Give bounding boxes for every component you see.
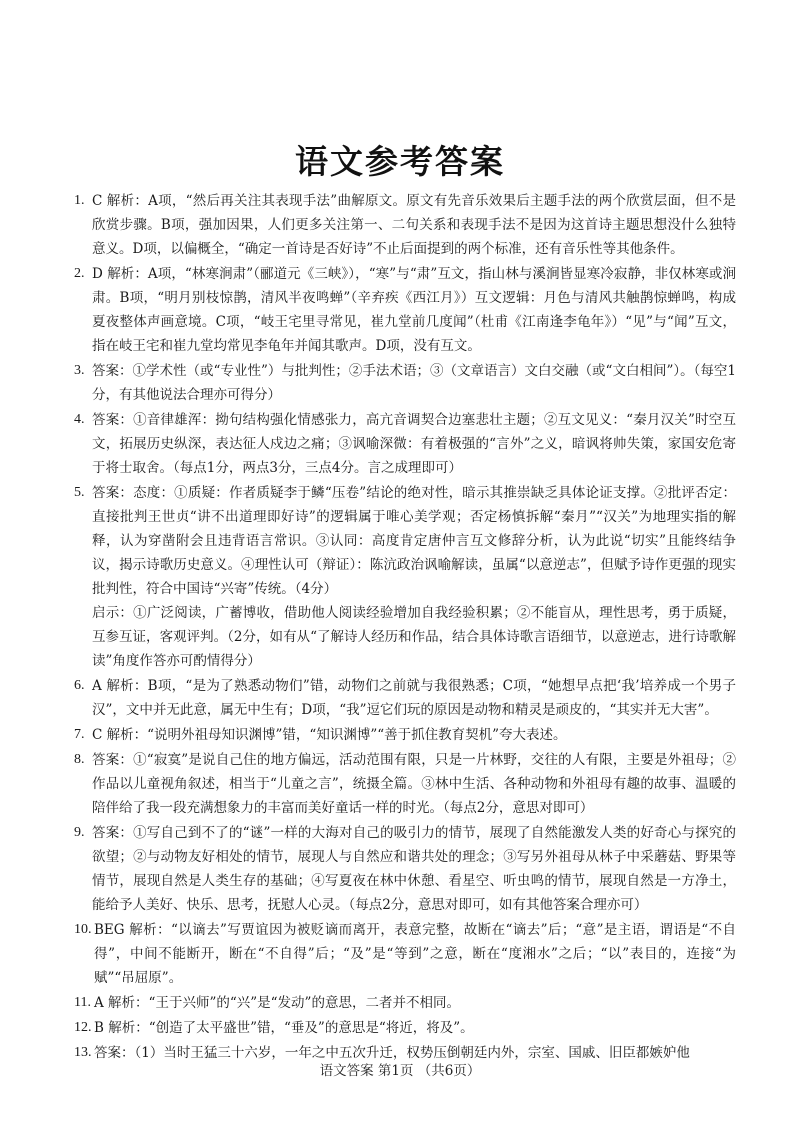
item-number: 11. — [74, 995, 91, 1010]
item-number: 3. — [74, 363, 85, 378]
item-number: 6. — [74, 678, 85, 693]
answer-item-12 — [74, 1016, 736, 1040]
item-text: C 解析：A项，“然后再关注其表现手法”曲解原文。原文有先音乐效果后主题手法的两个欣赏层面，但不是欣赏步骤。B项，强加因果，人们更多关注第一、二句关系和表现手法不是因为这首诗主题思想没什么独特意义。D项，以偏概全，“确定一首诗是否好诗”不止后面提到的两个标准，还有音乐性等其他条件。 — [92, 193, 736, 257]
item-number: 9. — [74, 825, 85, 840]
item-text: 答案：①“寂寞”是说自己住的地方偏远，活动范围有限，只是一片林野，交往的人有限，主要是外祖母；②作品以儿童视角叙述，相当于“儿童之言”，统摄全篇。③林中生活、各种动物和外祖母有趣的故事、温暖的陪伴给了我一段充满想象力的丰富而美好童话一样的时光。（每点2分，意思对即可） — [92, 752, 736, 816]
item-text: BEG 解析：“以谪去”写贾谊因为被贬谪而离开，表意完整，故断在“谪去”后；“意”是主语，谓语是“不自得”，中间不能断开，断在“不自得”后；“及”是“等到”之意，断在“度湘水”之后；“以”表目的，连接“为赋”“吊屈原”。 — [94, 922, 736, 986]
item-text: A 解析：“王于兴师”的“兴”是“发动”的意思，二者并不相同。 — [94, 995, 460, 1011]
item-number: 2. — [74, 266, 85, 281]
answer-item-11 — [74, 991, 736, 1015]
item-text: B 解析：“创造了太平盛世”错，“垂及”的意思是“将近，将及”。 — [94, 1020, 474, 1036]
item-number: 8. — [74, 752, 85, 767]
answer-item-2 — [74, 262, 736, 358]
item-text: 答案：①写自己到不了的“谜”一样的大海对自己的吸引力的情节，展现了自然能激发人类的好奇心与探究的欲望；②与动物友好相处的情节，展现人与自然应和谐共处的理念；③写另外祖母从林子中采蘑菇、野果等情节，展现自然是人类生存的基础；④写夏夜在林中休憩、看星空、听虫鸣的情节，展现自然是一方净土，能给予人美好、快乐、思考，抚慰人心灵。（每点2分，意思对即可，如有其他答案合理亦可） — [92, 825, 736, 913]
page-footer: 语文答案 第1页 （共6页） — [319, 1063, 481, 1079]
item-number: 5. — [74, 485, 85, 500]
item-text: C 解析：“说明外祖母知识渊博”错，“知识渊博”“善于抓住教育契机”夸大表述。 — [92, 727, 567, 743]
answer-item-7 — [74, 723, 736, 747]
item-text: 答案：（1）当时王猛三十六岁，一年之中五次升迁，权势压倒朝廷内外，宗室、国戚、旧臣都嫉妒他 — [94, 1045, 690, 1061]
item-text: 答案：态度：①质疑：作者质疑李于鳞“压卷”结论的绝对性，暗示其推崇缺乏具体论证支撑。②批评否定：直接批判王世贞“讲不出道理即好诗”的逻辑属于唯心美学观；否定杨慎拆解“秦月”“汉关”为地理实指的解释，认为穿凿附会且违背语言常识。③认同：高度肯定唐仲言互文修辞分析，认为此说“切实”且能终结争议，揭示诗歌历史意义。④理性认可（辩证）：陈沆政治讽喻解读，虽属“以意逆志”，但赋予诗作更强的现实批判性，符合中国诗“兴寄”传统。（4分） 启示：①广泛阅读，广蓄博收，借助他人阅读经验增加自我经验积累；②不能盲从，理性思考，勇于质疑，互参互证，客观评判。（2分，如有从“了解诗人经历和作品，结合具体诗歌言语细节，以意逆志，进行诗歌解读”角度作答亦可酌情得分） — [92, 485, 736, 669]
answer-item-6 — [74, 674, 736, 722]
item-text: A 解析：B项，“是为了熟悉动物们”错，动物们之前就与我很熟悉；C项，“她想早点把‘我’培养成一个男子汉”，文中并无此意，属无中生有；D项，“我”逗它们玩的原因是动物和精灵是顽皮的，“其实并无大害”。 — [92, 678, 736, 718]
page-title: 语文参考答案 — [295, 142, 505, 181]
answer-item-10 — [74, 918, 736, 990]
item-text: 答案：①音律雄浑：拗句结构强化情感张力，高亢音调契合边塞悲壮主题；②互文见义：“秦月汉关”时空互文，拓展历史纵深，表达征人戍边之痛；③讽喻深微：有着极强的“言外”之义，暗讽将帅失策，家国安危寄于将士取舍。（每点1分，两点3分，三点4分。言之成理即可） — [92, 412, 736, 476]
item-number: 12. — [74, 1020, 92, 1035]
item-number: 4. — [74, 412, 85, 427]
item-number: 1. — [74, 193, 85, 208]
item-number: 10. — [74, 922, 92, 937]
item-number: 13. — [74, 1045, 92, 1060]
answer-item-9 — [74, 821, 736, 917]
answer-item-1 — [74, 189, 736, 261]
answer-list — [74, 189, 736, 1066]
answer-item-4 — [74, 408, 736, 480]
item-text: D 解析：A项，“林寒涧肃”（郦道元《三峡》），“寒”与“肃”互文，指山林与溪涧皆显寒冷寂静，非仅林寒或涧肃。B项，“明月别枝惊鹊，清风半夜鸣蝉”（辛弃疾《西江月》）互文逻辑：月色与清风共触鹊惊蝉鸣，构成夏夜整体声画意境。C项，“岐王宅里寻常见，崔九堂前几度闻”（杜甫《江南逢李龟年》）“见”与“闻”互文，指在岐王宅和崔九堂均常见李龟年并闻其歌声。D项，没有互文。 — [92, 266, 736, 354]
item-number: 7. — [74, 727, 85, 742]
answer-item-8 — [74, 748, 736, 820]
item-text: 答案：①学术性（或“专业性”）与批判性；②手法术语；③（文章语言）文白交融（或“文白相间”）。（每空1分，有其他说法合理亦可得分） — [92, 363, 736, 403]
answer-item-3 — [74, 359, 736, 407]
answer-item-5 — [74, 481, 736, 673]
